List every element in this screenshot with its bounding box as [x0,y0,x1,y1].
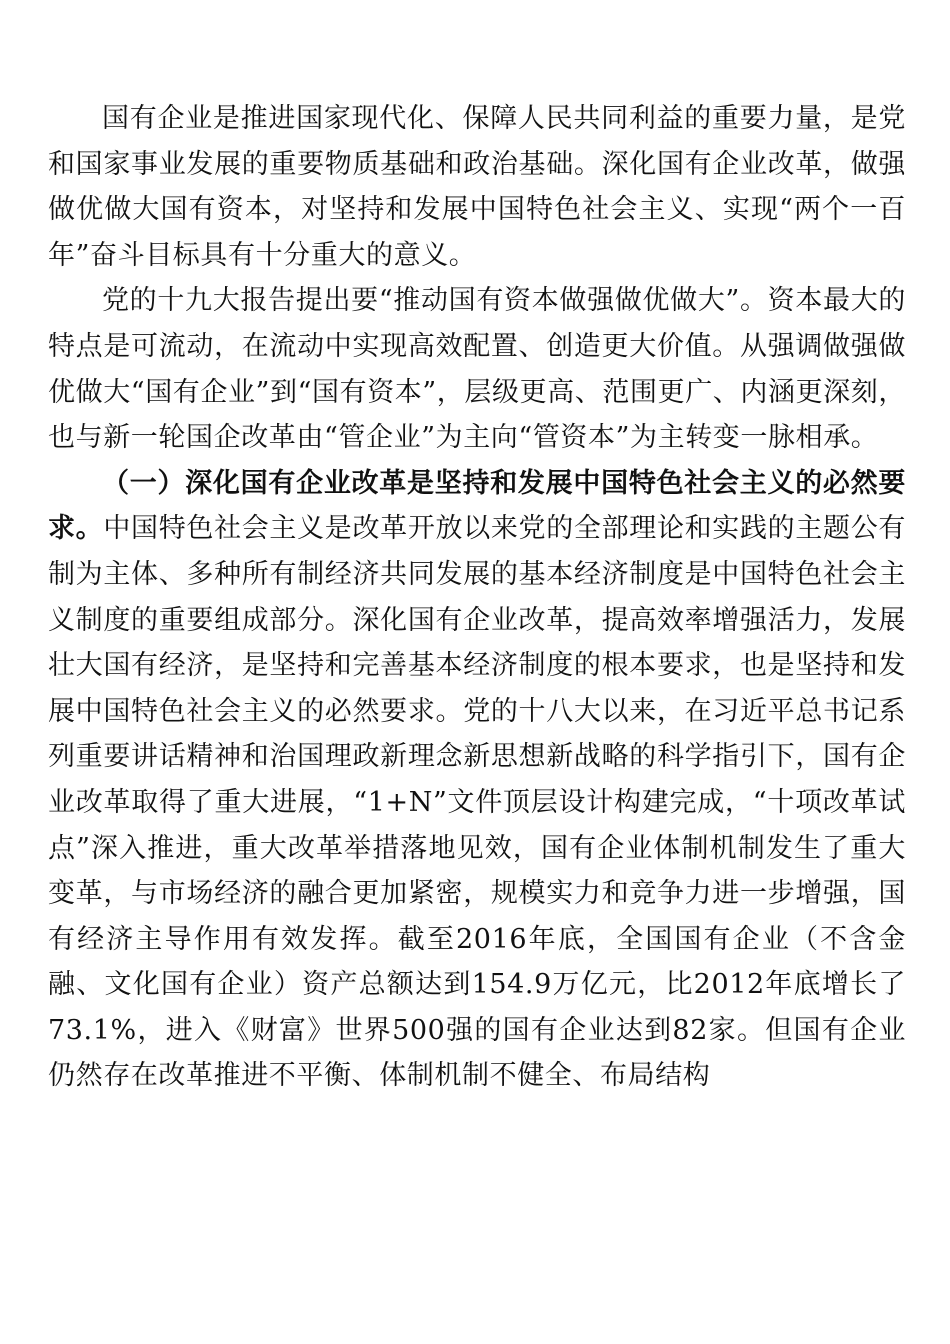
paragraph-text: 党的十九大报告提出要“推动国有资本做强做优做大”。资本最大的特点是可流动，在流动中实现高效配置、创造更大价值。从强调做强做优做大“国有企业”到“国有资本”，层级更高、范围更广、内涵更深刻，也与新一轮国企改革由“管企业”为主向“管资本”为主转变一脉相承。 [48,285,907,454]
document-body [48,96,906,1099]
section-heading-lead: （一）深化国有企业改革是坚持和发展中国特色社会主义的必然要求。 [48,467,906,545]
paragraph-2 [48,278,906,460]
paragraph-text: 国有企业是推进国家现代化、保障人民共同利益的重要力量，是党和国家事业发展的重要物质基础和政治基础。深化国有企业改革，做强做优做大国有资本，对坚持和发展中国特色社会主义、实现“两个一百年”奋斗目标具有十分重大的意义。 [48,103,906,271]
paragraph-text: 中国特色社会主义是改革开放以来党的全部理论和实践的主题公有制为主体、多种所有制经济共同发展的基本经济制度是中国特色社会主义制度的重要组成部分。深化国有企业改革，提高效率增强活力，发展壮大国有经济，是坚持和完善基本经济制度的根本要求，也是坚持和发展中国特色社会主义的必然要求。党的十八大以来，在习近平总书记系列重要讲话精神和治国理政新理念新思想新战略的科学指引下，国有企业改革取得了重大进展，“1+N”文件顶层设计构建完成，“十项改革试点”深入推进，重大改革举措落地见效，国有企业体制机制发生了重大变革，与市场经济的融合更加紧密，规模实力和竞争力进一步增强，国有经济主导作用有效发挥。截至2016年底，全国国有企业（不含金融、文化国有企业）资产总额达到154.9万亿元，比2012年底增长了73.1%，进入《财富》世界500强的国有企业达到82家。但国有企业仍然存在改革推进不平衡、体制机制不健全、布局结构 [48,513,906,1092]
paragraph-3 [48,461,906,1099]
paragraph-1 [48,96,906,278]
